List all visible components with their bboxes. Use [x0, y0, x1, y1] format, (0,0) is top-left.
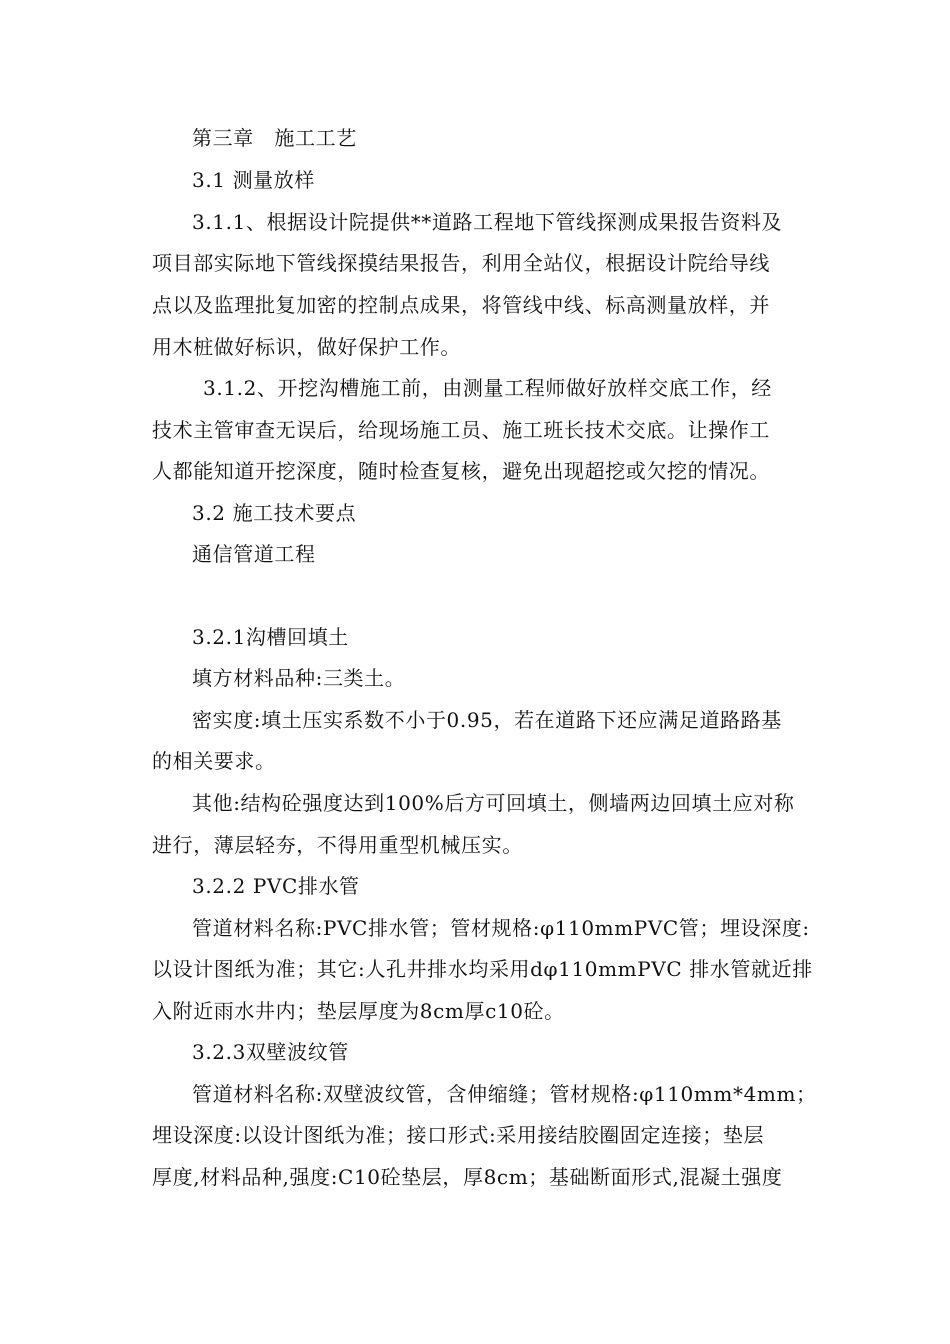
- paragraph-line: 3.1.2、开挖沟槽施工前，由测量工程师做好放样交底工作，经: [203, 376, 772, 400]
- paragraph-line: 技术主管审查无误后，给现场施工员、施工班长技术交底。让操作工: [152, 418, 770, 442]
- paragraph-line: 管道材料名称:PVC排水管；管材规格:φ110mmPVC管；埋设深度:: [192, 916, 810, 940]
- paragraph-line: 用木桩做好标识，做好保护工作。: [152, 335, 461, 359]
- paragraph-line: 其他:结构砼强度达到100%后方可回填土，侧墙两边回填土应对称: [192, 791, 795, 815]
- paragraph-line: 进行，薄层轻夯，不得用重型机械压实。: [152, 833, 523, 857]
- paragraph-line: 以设计图纸为准；其它:人孔井排水均采用dφ110mmPVC 排水管就近排: [152, 957, 813, 981]
- paragraph-line: 的相关要求。: [152, 749, 276, 773]
- paragraph-line: 项目部实际地下管线探摸结果报告，利用全站仪，根据设计院给导线: [152, 251, 770, 275]
- paragraph-line: 3.1.1、根据设计院提供**道路工程地下管线探测成果报告资料及: [192, 210, 783, 234]
- paragraph-line: 密实度:填土压实系数不小于0.95，若在道路下还应满足道路路基: [192, 708, 782, 732]
- paragraph-line: 入附近雨水井内；垫层厚度为8cm厚c10砼。: [152, 999, 565, 1023]
- subsection-heading: 3.2.2 PVC排水管: [192, 874, 360, 898]
- paragraph-line: 埋设深度:以设计图纸为准；接口形式:采用接结胶圈固定连接；垫层: [152, 1123, 765, 1147]
- subsection-heading: 通信管道工程: [192, 542, 316, 566]
- paragraph-line: 填方材料品种:三类土。: [192, 666, 406, 690]
- section-heading: 3.2 施工技术要点: [192, 501, 357, 525]
- paragraph-line: 管道材料名称:双壁波纹管，含伸缩缝；管材规格:φ110mm*4mm；: [192, 1082, 817, 1106]
- paragraph-line: 人都能知道开挖深度，随时检查复核，避免出现超挖或欠挖的情况。: [152, 459, 770, 483]
- paragraph-line: 厚度,材料品种,强度:C10砼垫层，厚8cm；基础断面形式,混凝土强度: [152, 1165, 783, 1189]
- subsection-heading: 3.2.3双壁波纹管: [192, 1040, 349, 1064]
- chapter-title: 第三章 施工工艺: [192, 126, 357, 150]
- paragraph-line: 点以及监理批复加密的控制点成果，将管线中线、标高测量放样，并: [152, 293, 770, 317]
- section-heading: 3.1 测量放样: [192, 168, 315, 192]
- subsection-heading: 3.2.1沟槽回填土: [192, 625, 349, 649]
